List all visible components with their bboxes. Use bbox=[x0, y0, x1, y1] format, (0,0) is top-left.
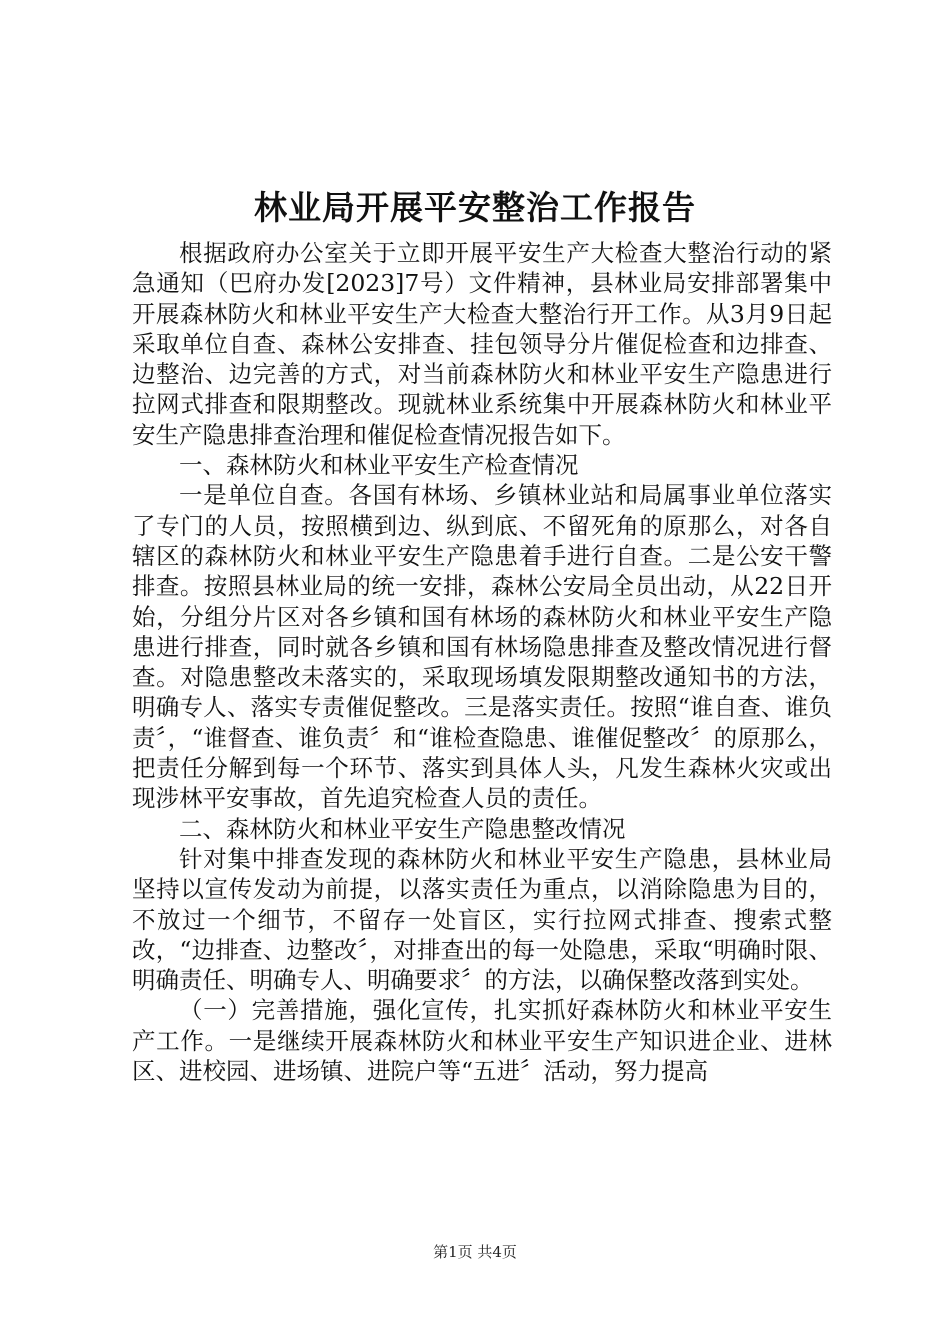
document-body bbox=[132, 238, 832, 1086]
section-heading-1: 一、森林防火和林业平安生产检查情况 bbox=[179, 451, 579, 480]
document-title: 林业局开展平安整治工作报告 bbox=[254, 188, 696, 227]
page-number-footer: 第1页 共4页 bbox=[433, 1243, 517, 1261]
section-2-paragraph: 针对集中排查发现的森林防火和林业平安生产隐患，县林业局坚持以宣传发动为前提，以落实责任为重点，以消除隐患为目的，不放过一个细节，不留存一处盲区，实行拉网式排查、搜索式整改，“边排查、边整改〞，对排查出的每一处隐患，采取“明确时限、明确责任、明确专人、明确要求〞的方法，以确保整改落到实处。 bbox=[132, 844, 832, 995]
intro-paragraph: 根据政府办公室关于立即开展平安生产大检查大整治行动的紧急通知（巴府办发[2023]7号）文件精神，县林业局安排部署集中开展森林防火和林业平安生产大检查大整治行开工作。从3月9日起采取单位自查、森林公安排查、挂包领导分片催促检查和边排查、边整治、边完善的方式，对当前森林防火和林业平安生产隐患进行拉网式排查和限期整改。现就林业系统集中开展森林防火和林业平安生产隐患排查治理和催促检查情况报告如下。 bbox=[132, 239, 832, 449]
subsection-1-paragraph: （一）完善措施，强化宣传，扎实抓好森林防火和林业平安生产工作。一是继续开展森林防火和林业平安生产知识进企业、进林区、进校园、进场镇、进院户等“五进〞活动，努力提高 bbox=[132, 996, 832, 1086]
section-1-paragraph: 一是单位自查。各国有林场、乡镇林业站和局属事业单位落实了专门的人员，按照横到边、纵到底、不留死角的原那么，对各自辖区的森林防火和林业平安生产隐患着手进行自查。二是公安干警排查。按照县林业局的统一安排，森林公安局全员出动，从22日开始，分组分片区对各乡镇和国有林场的森林防火和林业平安生产隐患进行排查，同时就各乡镇和国有林场隐患排查及整改情况进行督查。对隐患整改未落实的，采取现场填发限期整改通知书的方法，明确专人、落实专责催促整改。三是落实责任。按照“谁自查、谁负责〞，“谁督查、谁负责〞和“谁检查隐患、谁催促整改〞的原那么，把责任分解到每一个环节、落实到具体人头，凡发生森林火灾或出现涉林平安事故，首先追究检查人员的责任。 bbox=[132, 481, 832, 813]
section-heading-2: 二、森林防火和林业平安生产隐患整改情况 bbox=[179, 814, 626, 843]
